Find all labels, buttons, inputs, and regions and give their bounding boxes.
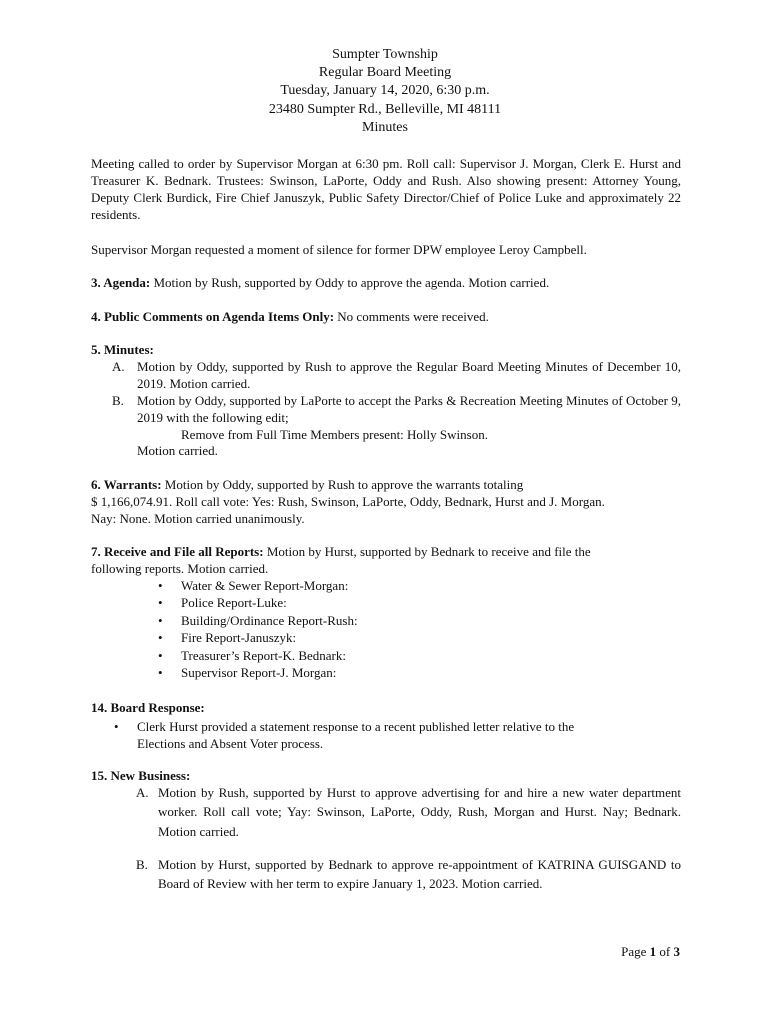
- board-response-bullet: [114, 718, 119, 735]
- document-header: [0, 46, 770, 137]
- meeting-address: 23480 Sumpter Rd., Belleville, MI 48111: [268, 101, 502, 117]
- minutes-item-a: [112, 358, 681, 392]
- minutes-heading: 5. Minutes:: [91, 342, 154, 357]
- bullet-icon: •: [158, 630, 163, 646]
- item-label: A.: [136, 785, 149, 800]
- item-text: Motion by Hurst, supported by Bednark to approve re-appointment of KATRINA GUISGAND to Board of Review with her term to expire January 1, 2023. Motion carried.: [158, 857, 681, 892]
- list-item: • Water & Sewer Report-Morgan:: [158, 578, 349, 593]
- minutes-carried: Motion carried.: [137, 443, 218, 458]
- agenda-section: [91, 274, 549, 291]
- intro-paragraph: Meeting called to order by Supervisor Morgan at 6:30 pm. Roll call: Supervisor J. Morgan, Clerk E. Hurst and Treasurer K. Bednark. Trustees: Swinson, LaPorte, Oddy and Rush. Also showing present: Attorney Young, Deputy Clerk Burdick, Fire Chief Januszyk, Public Safety Director/Chief of Police Luke and approximately 22 residents.: [91, 156, 681, 223]
- agenda-heading: 3. Agenda:: [91, 275, 151, 290]
- new-business-item-b: [136, 855, 681, 894]
- list-item: • Treasurer’s Report-K. Bednark:: [158, 647, 346, 663]
- warrants-text: Motion by Oddy, supported by Rush to approve the warrants totaling: [161, 477, 524, 492]
- list-item: • Fire Report-Januszyk:: [158, 630, 297, 646]
- reports-text: Motion by Hurst, supported by Bednark to receive and file the: [263, 544, 591, 559]
- item-text: Motion by Rush, supported by Hurst to approve advertising for and hire a new water department worker. Roll call vote; Yay: Swinson, LaPorte, Oddy, Rush, Morgan and Hurst. Nay; Bednark. Motion carried.: [158, 785, 681, 839]
- meeting-type: Regular Board Meeting: [318, 65, 452, 81]
- bullet-icon: •: [114, 719, 119, 734]
- silence-paragraph: Supervisor Morgan requested a moment of silence for former DPW employee Leroy Campbell.: [91, 242, 587, 257]
- agenda-text: Motion by Rush, supported by Oddy to approve the agenda. Motion carried.: [150, 275, 550, 290]
- item-text: Motion by Oddy, supported by LaPorte to accept the Parks & Recreation Meeting Minutes of October 9, 2019 with the following edit;: [137, 393, 681, 426]
- current-page: 1: [649, 944, 657, 959]
- bullet-icon: •: [158, 665, 163, 681]
- meeting-date: Tuesday, January 14, 2020, 6:30 p.m.: [280, 83, 490, 99]
- bullet-icon: •: [158, 647, 163, 663]
- new-business-item-a: [136, 783, 681, 841]
- public-comments-heading: 4. Public Comments on Agenda Items Only:: [91, 309, 335, 324]
- bullet-icon: •: [158, 595, 163, 611]
- item-label: B.: [136, 857, 148, 872]
- minutes-item-b: [112, 392, 681, 426]
- reports-section: [91, 543, 591, 560]
- warrants-heading: 6. Warrants:: [91, 477, 162, 492]
- total-pages: 3: [673, 944, 680, 959]
- list-item: • Supervisor Report-J. Morgan:: [158, 665, 337, 681]
- warrants-section: [91, 476, 523, 493]
- item-label: B.: [112, 393, 124, 408]
- item-label: A.: [112, 359, 125, 374]
- reports-heading: 7. Receive and File all Reports:: [91, 544, 264, 559]
- document-title: Minutes: [362, 119, 408, 135]
- page-number: Page 1 of 3: [621, 944, 680, 959]
- reports-line-2: following reports. Motion carried.: [91, 561, 269, 576]
- new-business-heading: 15. New Business:: [91, 768, 191, 783]
- public-comments-section: [91, 308, 489, 325]
- board-response-line-1: Clerk Hurst provided a statement response to a recent published letter relative to the: [137, 719, 575, 734]
- board-response-heading: 14. Board Response:: [91, 700, 205, 715]
- board-response-line-2: Elections and Absent Voter process.: [137, 736, 324, 751]
- list-item: • Building/Ordinance Report-Rush:: [158, 612, 358, 628]
- bullet-icon: •: [158, 578, 163, 593]
- minutes-edit: Remove from Full Time Members present: Holly Swinson.: [181, 427, 488, 442]
- item-text: Motion by Oddy, supported by Rush to approve the Regular Board Meeting Minutes of December 10, 2019. Motion carried.: [137, 359, 681, 392]
- bullet-icon: •: [158, 612, 163, 628]
- list-item: • Police Report-Luke:: [158, 595, 287, 611]
- reports-list: [158, 577, 358, 681]
- township-name: Sumpter Township: [332, 47, 438, 62]
- warrants-line-2: $ 1,166,074.91. Roll call vote: Yes: Rush, Swinson, LaPorte, Oddy, Bednark, Hurst and J. Morgan.: [91, 494, 605, 509]
- warrants-line-3: Nay: None. Motion carried unanimously.: [91, 511, 305, 526]
- public-comments-text: No comments were received.: [334, 309, 489, 324]
